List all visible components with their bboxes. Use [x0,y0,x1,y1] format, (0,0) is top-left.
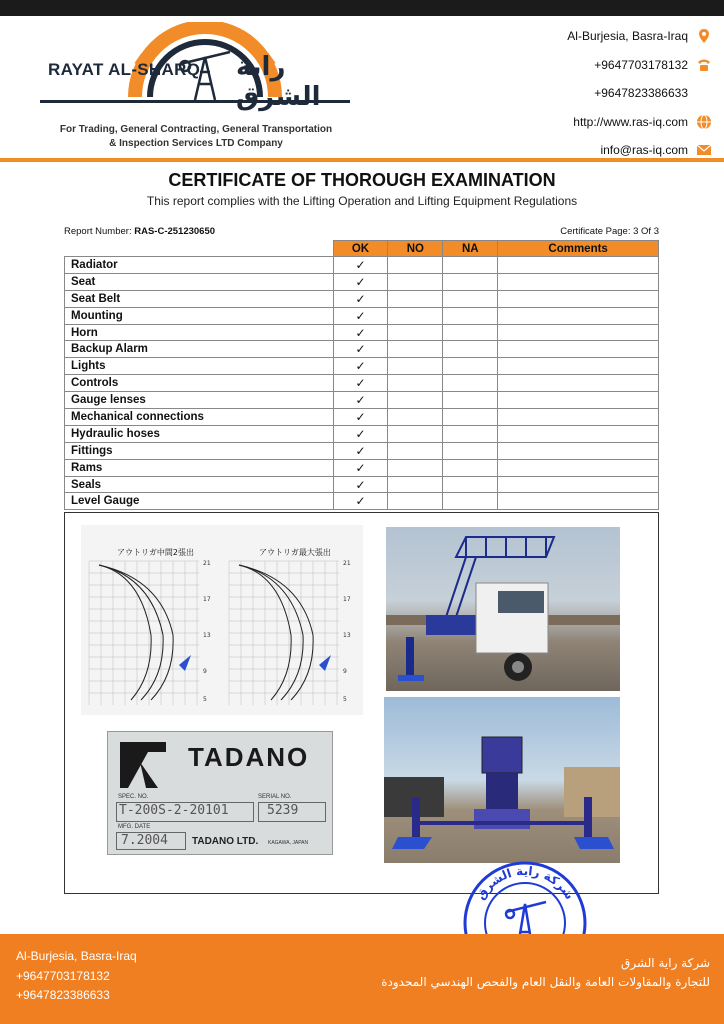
svg-text:5: 5 [203,696,207,703]
footer-desc-ar: للتجارة والمقاولات العامة والنقل العام والفحص الهندسي المحدودة [381,975,710,989]
row-comments [498,273,659,290]
globe-icon [696,114,712,130]
plate-brand: TADANO [188,742,310,772]
footer-phone1[interactable]: +9647703178132 [16,968,110,983]
row-no [388,341,443,358]
row-na [443,392,498,409]
row-na [443,290,498,307]
row-ok: ✓ [333,409,388,426]
table-row [65,290,659,307]
row-no [388,493,443,510]
row-ok: ✓ [333,290,388,307]
svg-text:13: 13 [343,632,351,639]
svg-text:5: 5 [343,696,347,703]
row-ok: ✓ [333,257,388,274]
chart-left-title: アウトリガ中間2張出 [117,548,195,557]
table-row [65,341,659,358]
row-item: Controls [65,375,334,392]
row-item: Level Gauge [65,493,334,510]
location-pin-icon [696,28,712,44]
footer-address: Al-Burjesia, Basra-Iraq [16,949,137,963]
row-item: Fittings [65,442,334,459]
row-item: Mechanical connections [65,409,334,426]
table-row [65,358,659,375]
row-na [443,307,498,324]
row-no [388,425,443,442]
address-text: Al-Burjesia, Basra-Iraq [567,29,688,44]
row-na [443,257,498,274]
svg-text:21: 21 [343,560,351,567]
row-comments [498,307,659,324]
report-number-value: RAS-C-251230650 [134,226,216,237]
svg-text:9: 9 [343,668,347,675]
header-comments: Comments [498,241,659,257]
row-item: Horn [65,324,334,341]
tagline-line1: For Trading, General Contracting, General Transportation [59,124,333,135]
table-row [65,257,659,274]
email-link[interactable]: info@ras-iq.com [600,143,688,158]
phone2-text[interactable]: +9647823386633 [594,86,688,101]
row-ok: ✓ [333,476,388,493]
row-ok: ✓ [333,375,388,392]
table-row [65,442,659,459]
table-row [65,273,659,290]
company-tagline [46,123,346,151]
row-ok: ✓ [333,493,388,510]
row-item: Hydraulic hoses [65,425,334,442]
row-item: Mounting [65,307,334,324]
row-na [443,375,498,392]
row-ok: ✓ [333,324,388,341]
row-comments [498,257,659,274]
website-link[interactable]: http://www.ras-iq.com [573,114,688,129]
svg-text:13: 13 [203,632,211,639]
plate-spec-label: SPEC. NO. [118,794,149,800]
row-comments [498,324,659,341]
plate-mfg-label: MFG. DATE [118,824,151,830]
plate-location: KAGAWA, JAPAN [268,840,309,846]
row-na [443,425,498,442]
svg-text:9: 9 [203,668,207,675]
contact-block [492,22,712,165]
row-item: Lights [65,358,334,375]
svg-text:21: 21 [203,560,211,567]
page-footer [0,934,724,1024]
tadano-nameplate-photo [107,731,333,855]
header-no: NO [388,241,443,257]
table-row [65,476,659,493]
chart-right-title: アウトリガ最大張出 [259,548,331,557]
truck-side-photo [386,527,620,691]
row-comments [498,493,659,510]
table-row [65,409,659,426]
row-no [388,307,443,324]
logo-company-en: RAYAT AL-SHARQ [48,60,201,79]
row-na [443,341,498,358]
certificate-title: CERTIFICATE OF THOROUGH EXAMINATION [168,170,556,190]
row-comments [498,358,659,375]
certificate-page: Certificate Page: 3 Of 3 [560,226,659,237]
row-ok: ✓ [333,442,388,459]
plate-serial-label: SERIAL NO. [258,794,292,800]
truck-side-graphic [386,527,620,691]
table-header [65,241,659,257]
row-no [388,409,443,426]
table-row [65,324,659,341]
row-comments [498,476,659,493]
tagline-line2: & Inspection Services LTD Company [109,138,283,149]
tadano-logo-icon [118,740,168,790]
row-na [443,273,498,290]
plate-serial: 5239 [258,802,326,822]
svg-text:17: 17 [203,596,211,603]
report-number [64,226,215,237]
phone1-text[interactable]: +9647703178132 [594,57,688,72]
row-no [388,442,443,459]
certificate-subtitle: This report complies with the Lifting Operation and Lifting Equipment Regulations [146,194,578,208]
row-na [443,493,498,510]
report-meta [64,226,659,237]
row-comments [498,442,659,459]
truck-rear-photo [384,697,620,863]
row-na [443,358,498,375]
row-no [388,324,443,341]
row-comments [498,459,659,476]
table-row [65,459,659,476]
svg-text:شركة راية الشرق: شركة راية الشرق [473,863,577,903]
table-row [65,493,659,510]
footer-name-ar: شركة راية الشرق [621,956,710,970]
row-na [443,476,498,493]
row-no [388,290,443,307]
row-ok: ✓ [333,341,388,358]
row-item: Radiator [65,257,334,274]
plate-spec: T-200S-2-20101 [116,802,254,822]
footer-contacts [16,947,137,1006]
contact-phone1 [492,51,712,80]
row-ok: ✓ [333,425,388,442]
row-ok: ✓ [333,307,388,324]
header-na: NA [443,241,498,257]
contact-website [492,108,712,137]
row-na [443,459,498,476]
telephone-icon [696,57,712,73]
company-logo [40,22,350,122]
envelope-icon [696,142,712,158]
report-number-label: Report Number: [64,226,132,237]
row-ok: ✓ [333,459,388,476]
logo-company-ar: راية الشرق [236,52,321,112]
plate-maker: TADANO LTD. [192,836,259,847]
svg-text:17: 17 [343,596,351,603]
row-comments [498,425,659,442]
header-divider [0,158,724,162]
row-item: Seat Belt [65,290,334,307]
row-no [388,459,443,476]
row-comments [498,290,659,307]
header-ok: OK [333,241,388,257]
row-na [443,442,498,459]
row-na [443,324,498,341]
footer-phone2[interactable]: +9647823386633 [16,988,110,1002]
row-ok: ✓ [333,392,388,409]
row-no [388,358,443,375]
row-item: Gauge lenses [65,392,334,409]
table-row [65,392,659,409]
row-no [388,257,443,274]
row-no [388,375,443,392]
truck-rear-graphic [384,697,620,863]
row-item: Rams [65,459,334,476]
row-comments [498,409,659,426]
row-ok: ✓ [333,273,388,290]
row-ok: ✓ [333,358,388,375]
table-row [65,425,659,442]
row-na [443,409,498,426]
row-comments [498,375,659,392]
row-item: Backup Alarm [65,341,334,358]
header-item [65,241,334,257]
photo-panel [64,512,659,894]
row-item: Seals [65,476,334,493]
top-bar [0,0,724,16]
inspection-table [64,240,659,510]
load-chart-image [81,525,363,715]
footer-arabic [381,954,710,992]
row-comments [498,392,659,409]
contact-phone2 [492,79,712,108]
contact-address [492,22,712,51]
row-no [388,392,443,409]
table-row [65,307,659,324]
table-row [65,375,659,392]
row-comments [498,341,659,358]
plate-mfg: 7.2004 [116,832,186,850]
row-no [388,273,443,290]
row-no [388,476,443,493]
row-item: Seat [65,273,334,290]
